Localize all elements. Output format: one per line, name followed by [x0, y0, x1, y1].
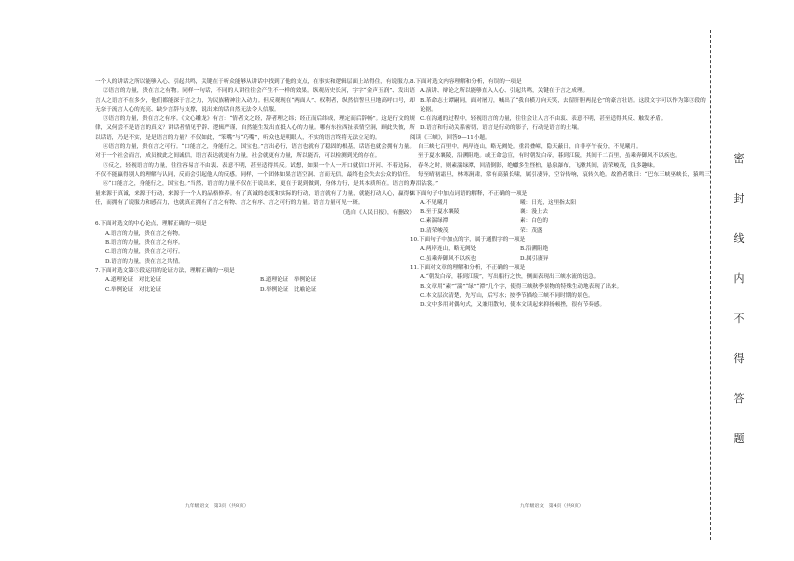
seal-char: 封	[733, 192, 745, 205]
q10-option-a: A.两岸连山，略无阙处	[420, 246, 477, 253]
seal-line-divider	[710, 30, 712, 540]
q6-option-c: C.语言的力量，贵在言之可行。	[105, 249, 184, 256]
q10-option-d: D.属引凄异	[520, 255, 549, 262]
q10-option-c: C.虽乘奔御风不以疾也	[420, 255, 477, 262]
left-para-3: ③语言的力量，贵在言之有序。《文心雕龙》有言：“情者文之经，辞者理之纬；经正而后纬成，理定而后辞畅”。这是行文的规律，又何尝不是语言的真义？讲话者情见乎辞、逻辑严谨，自然能生发出直抵人心的力量。哪有东拉西扯表情空洞，顾此失彼，所以话语，乃是不实，是是语言的力量？不仅如此，“笨嘴”与“巧嘴”，听众也是明眼人，不实的语言终将无法立足的。	[95, 116, 415, 141]
question-9	[410, 190, 710, 236]
q9-options	[420, 199, 710, 236]
q7-options	[105, 276, 415, 295]
classic-para-2: 至于夏水襄陵，沿溯阻绝。或王命急宣，有时朝发白帝，暮到江陵，其间千二百里，虽乘奔御风不以疾也。	[417, 153, 681, 160]
q7-option-c: C.举例论证 对比论证	[105, 286, 162, 293]
q8-stem: 8.下面对选文内容理解和分析，有误的一项是	[410, 79, 522, 85]
q8-option-c: C.在沟通的过程中，轻视语言的力量，往往会让人言不由衷、表意不明，甚至适得其反、触发矛盾。	[420, 116, 667, 123]
q11-option-b: B.文章用“素”“湍”“绿”“潭”几个字，使得三峡秋季景物的特殊生动地表现了出来。	[420, 283, 623, 290]
left-page	[95, 78, 415, 295]
q8-option-a: A.演讲、辩论之所以能够直入人心、引起共鸣，关键在于言之成理。	[420, 88, 589, 95]
q8-option-b: B.革命志士谭嗣同，面对屠刀，喊出了“我自横刀向天笑，去留肝胆两昆仑”的豪言壮语。这段文字可以作为第③段的论据。	[420, 97, 706, 113]
seal-char: 线	[733, 232, 745, 245]
q11-option-d: D.文中多用对偶句式，又兼用散句，使本文读起来抑扬顿挫，很有节奏感。	[420, 302, 606, 309]
left-para-6: ⑥“口能言之，身能行之，国宝也。”当然，语言的力量不仅在于说出来，更在于说到做到，身体力行，是其本质所在。语言的力量来源于真诚，来源于行动，来源于一个人的品格修养。有了真诚的态度和实际的行动，语言就有了力量，就能打动人心，赢得信任，而拥有了说服力和感召力，也就真正拥有了言之有物、言之有序、言之可行的力量。语言力量可见一斑。	[95, 181, 415, 206]
q6-option-d: D.语言的力量，贵在言之共情。	[105, 258, 184, 265]
q9-option-d-phrase: D.清荣峻茂	[420, 227, 449, 234]
seal-char: 不	[733, 312, 745, 325]
left-footer: 九年级语文 第3页（共8页）	[185, 504, 249, 509]
question-8	[410, 78, 710, 134]
q9-option-b-phrase: B.至于夏水襄陵	[420, 209, 460, 216]
q10-option-b: B.沿溯阻绝	[520, 246, 549, 253]
q9-option-b-gloss: 襄：漫上去	[520, 209, 548, 216]
q7-option-d: D.举例论证 比喻论证	[260, 286, 317, 293]
right-footer: 九年级语文 第4页（共8页）	[520, 504, 584, 509]
classic-para-1: 自三峡七百里中，两岸连山，略无阙处。重岩叠嶂，隐天蔽日，自非亭午夜分，不见曦月。	[417, 144, 642, 151]
q9-option-c-phrase: C.素湍绿潭	[420, 218, 449, 225]
left-para-1: 一个人的讲话之所以能够入心、引起共鸣，关键在于听众能够从讲话中找到了他的支点，在事实和逻辑层面上站得住，有说服力。	[95, 79, 414, 85]
q10-stem: 10.下面句子中加点的字，属于通假字的一项是	[410, 237, 526, 244]
reading-title: 阅读《三峡》，回答9—11小题。	[410, 134, 491, 141]
seal-char: 得	[733, 352, 745, 365]
seal-char: 题	[733, 432, 745, 445]
source-note: （选自《人民日报》，有删改）	[339, 210, 415, 217]
q9-option-d-gloss: 荣：茂盛	[520, 227, 543, 234]
q9-option-a-gloss: 曦：日光，这里指太阳	[520, 199, 576, 206]
q7-option-b: B.道理论证 举例论证	[260, 277, 317, 284]
seal-line-notice	[728, 150, 750, 446]
q9-option-a-phrase: A.不见曦月	[420, 199, 449, 206]
q10-options	[420, 245, 710, 264]
left-para-5: ⑤反之，轻视语言的力量，往往容易言不由衷、表意不明，甚至适得其反。试想，如果一个人一开口就信口开河、不着边际，不仅不能赢得别人的理解与认同，反而会引起他人的反感。同样，一个团体如果言语空洞、言而无信，最终也会失去公众的信任。	[95, 162, 415, 178]
q9-option-c-gloss: 素：白色的	[520, 218, 548, 225]
q11-stem: 11.下面对文章的理解和分析，不正确的一项是	[410, 264, 526, 271]
seal-char: 内	[733, 272, 745, 285]
q11-option-c: C.本文层次清楚，先写山，后写水；按季节描绘三峡不同时期的景色。	[420, 292, 594, 299]
q8-option-d: D.语言和行动关系密切，语言是行动的影子，行动是语言的土壤。	[420, 125, 583, 132]
right-page	[410, 78, 710, 310]
classic-para-4: 每至晴初霜旦，林寒涧肃，常有高猿长啸，属引凄异，空谷传响，哀转久绝。故渔者歌曰：“巴东三峡巫峡长，猿鸣三声泪沾裳。”	[410, 171, 710, 188]
q11-option-a: A.“朝发白帝，暮到江陵”，写出船行之快，侧面表现出三峡水流的迅急。	[420, 274, 600, 281]
seal-char: 答	[733, 392, 745, 405]
q6-option-b: B.语言的力量，贵在言之有序。	[105, 240, 184, 247]
q6-stem: 6.下面对选文的中心论点，理解正确的一项是	[95, 221, 207, 228]
question-10	[410, 236, 710, 264]
question-6	[95, 220, 415, 266]
left-para-2: ②语言的力量，贵在言之有物。同样一句话，不同的人讲往往会产生不一样的效果。纵观历史长河，字字“金声玉润”、发出语言人之语言不在多少，他们都能深于言之力，为民族精神注入动力。但反观现在“两面人”、权利者，纵然信誓旦旦地高呼口号，却无奈于流言人心的光亮、缺少言辞与支撑，说出来的话自然无法令人信服。	[95, 88, 415, 113]
question-11	[410, 264, 710, 310]
q7-option-a: A.道理论证 对比论证	[105, 277, 162, 284]
seal-char: 密	[733, 152, 745, 165]
question-7	[95, 267, 415, 295]
classic-para-3: 春冬之时，则素湍绿潭，回清倒影，绝巘多生怪柏，悬泉瀑布，飞漱其间，清荣峻茂，良多趣味。	[417, 162, 659, 169]
q6-option-a: A.语言的力量，贵在言之有物。	[105, 230, 184, 237]
left-para-4: ④语言的力量，贵在言之可行。“口能言之，身能行之，国宝也。”言出必行，语言也就有了稳固的根基，话语也就会拥有力量。对于一个社会而言，成员彼此之间诚信，语言表达就更有力量，社会就更有力量，所以能否，可以检测到光的存在。	[95, 144, 415, 160]
q9-stem: 9.下面句子中加点词语的解释，不正确的一项是	[410, 190, 528, 197]
q7-stem: 7.下面对选文第⑤段运用的论证方法，理解正确的一项是	[95, 267, 235, 274]
